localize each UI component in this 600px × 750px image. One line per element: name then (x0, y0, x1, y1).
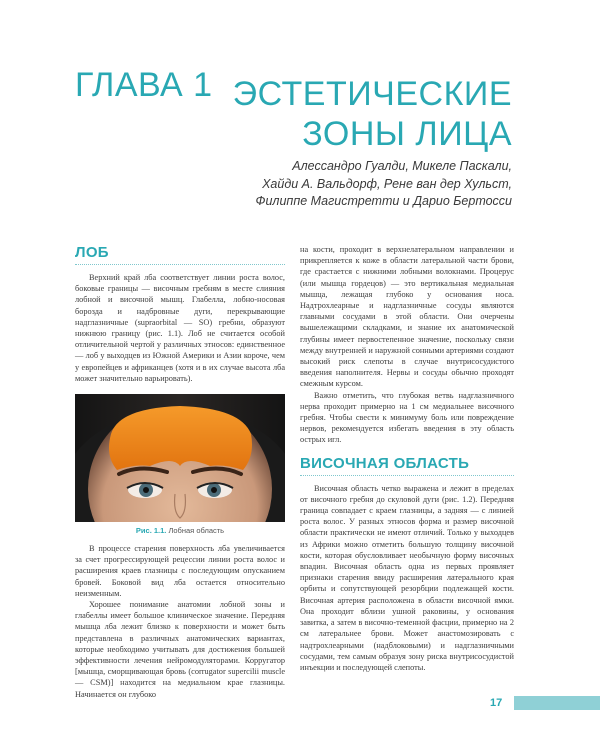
paragraph: Хорошее понимание анатомии лобной зоны и глабеллы имеет большое клиническое значение. Передняя мышца лба лежит близко к поверхности и может быть представлена в различных анатомических вариантах, которые необходимо учитывать для достижения большей эффективности лечения нейромодуляторами. Корругатор [мышца, сморщивающая бровь (corrugator supercilii muscle — CSM)] находится на медиальном крае глазницы. Начинается он глубоко (75, 600, 285, 699)
chapter-title-line-1: ЭСТЕТИЧЕСКИЕ (232, 75, 512, 113)
section-heading-forehead: ЛОБ (75, 244, 109, 261)
chapter-title-line-2: ЗОНЫ ЛИЦА (302, 115, 512, 153)
figure-caption-text: Лобная область (168, 526, 225, 536)
paragraph: на кости, проходит в верхнелатеральном направлении и прикрепляется к коже в области латеральной части брови, где срастается с нижними лобными волокнами. Процерус (или мышца гордецов) — это вертикальная медиальная мышца, лежащая глубоко у основания носа. Надтрохлеарные и надглазничные сосуды являются главными сосудами в этой области. Они очерчены вышележащими складками, и знание их анатомической глубины имеет первостепенное значение, поскольку связи между внутренней и наружной сонными артериями создают высокий риск слепоты в случае внутрисосудистого введения наполнителя. Нервы и сосуды обычно проходят смежным курсом. (300, 245, 514, 389)
authors-line-1: Алессандро Гуалди, Микеле Паскали, (292, 159, 512, 173)
page-number: 17 (490, 697, 503, 709)
face-illustration (75, 394, 285, 522)
chapter-title (233, 74, 512, 154)
section-divider (300, 475, 514, 476)
left-column (75, 244, 285, 700)
chapter-label: ГЛАВА 1 (75, 66, 213, 104)
forehead-figure-image (75, 394, 285, 522)
authors-line-2: Хайди А. Вальдорф, Рене ван дер Хульст, (262, 176, 512, 191)
right-column (300, 244, 514, 673)
figure-caption (75, 526, 285, 535)
section-divider (75, 264, 285, 265)
authors-line-3: Филиппе Магистретти и Дарио Бертосси (255, 194, 512, 208)
paragraph: Верхний край лба соответствует линии роста волос, боковые границы — височным гребням в месте слияния лобной и височной мышц. Глабелла, лобно-носовая борозда и надбровные дуги, перекрывающие надглазничные (supraorbital — SO) гребни, образуют нижнюю границу (рис. 1.1). Лоб не считается особой отличительной чертой у различных этносов: единственное — лоб у выходцев из Южной Америки и Азии короче, чем у европейцев и африканцев (хотя и в их случае высота лба может значительно варьировать). (75, 273, 285, 383)
paragraph: Височная область четко выражена и лежит в пределах от височного гребня до скуловой дуги (рис. 1.2). Передняя граница совпадает с краем глазницы, а задняя — с линией роста волос. У разных этносов форма и размер височной области практически не имеют отличий. Только у выходцев из Африки можно отметить большую толщину височной кости, которая обусловливает необычную форму височных впадин. Височная область одна из первых проявляет признаки старения ввиду расширения латерального края орбиты и сопутствующей резорбции подлежащей кости. Височная артерия расположена в области височной ямки. Она проходит вблизи ушной раковины, у основания завитка, а затем в височно-теменной фасции, примерно на 2 см латеральнее брови. Может анастомозировать с надтрохлеарными (надблоковыми) и надглазничными сосудами, тем самым образуя зону риска внутрисосудистой инъекции и последующей слепоты. (300, 483, 514, 672)
footer-bar (514, 696, 600, 710)
paragraph: В процессе старения поверхность лба увеличивается за счет прогрессирующей рецессии линии роста волос и расширения краев глазницы с последующим опусканием бровей. Боковой вид лба остается относительно неизменным. (75, 544, 285, 598)
paragraph: Важно отметить, что глубокая ветвь надглазничного нерва проходит примерно на 1 см медиальнее височного гребня. Чтобы свести к минимуму боль или повреждение нервов, рекомендуется избегать введения в эту область острых игл. (300, 390, 514, 445)
figure-caption-label: Рис. 1.1. (135, 526, 167, 536)
authors (256, 158, 512, 211)
section-heading-temporal: ВИСОЧНАЯ ОБЛАСТЬ (300, 454, 470, 472)
